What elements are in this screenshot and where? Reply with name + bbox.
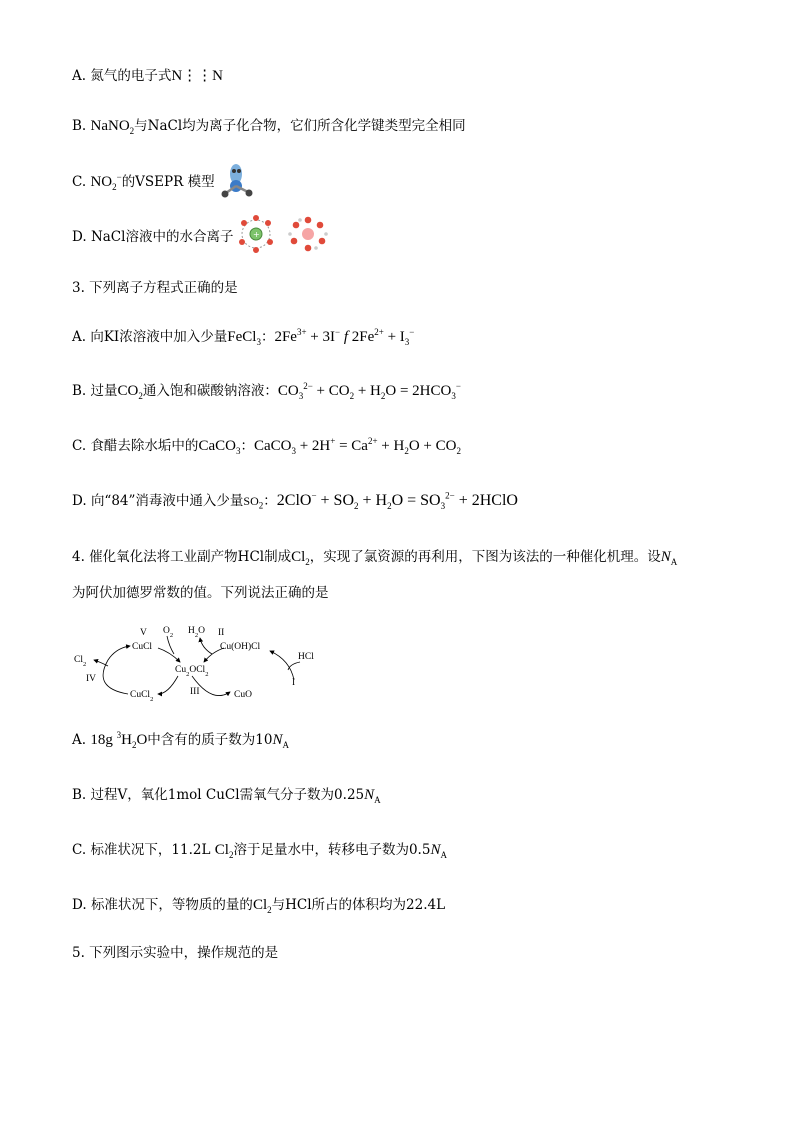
- formula-caco3: [198, 438, 240, 454]
- formula-nano2: [91, 118, 135, 134]
- na-main: N: [272, 732, 283, 748]
- eq-part: + SO: [316, 492, 354, 509]
- reagent-hcl: HCl: [298, 652, 314, 662]
- eq-part: CaCO: [253, 438, 292, 454]
- reagent-sub: 2: [169, 631, 174, 639]
- eq-sup: 2−: [445, 490, 455, 501]
- formula-co2: [118, 383, 143, 399]
- formula-sub: 3: [235, 446, 241, 456]
- species-sub: 2: [205, 670, 209, 678]
- reagent-o2: [163, 626, 173, 639]
- formula-cl2: [253, 897, 272, 913]
- formula-sub: 2: [138, 391, 143, 401]
- formula-main: O: [136, 732, 148, 748]
- eq-sup: 2+: [374, 327, 384, 337]
- reagent-sub: 2: [194, 631, 199, 639]
- option-4c: [72, 840, 447, 860]
- option-label: B.: [72, 383, 91, 399]
- species-sub: 2: [186, 670, 190, 678]
- option-label: B.: [72, 787, 91, 803]
- arrow-h2o-out: [200, 638, 212, 654]
- na-main: N: [660, 549, 671, 565]
- formula-sub: 2: [228, 850, 234, 860]
- colon: ：: [240, 438, 254, 454]
- eq-sup: −: [335, 327, 341, 337]
- species-cuo: CuO: [234, 690, 252, 700]
- eq-sub: 3: [291, 446, 296, 456]
- eq-part: + H: [354, 383, 381, 399]
- question-text: ，实现了氯资源的再利用，下图为该法的一种催化机理。设: [309, 549, 661, 565]
- eq-sup: −: [455, 381, 461, 391]
- avogadro-symbol: [272, 732, 289, 748]
- option-text: 标准状况下，11.2L: [90, 842, 215, 858]
- vsepr-model-image: [218, 160, 264, 200]
- formula-main: H: [121, 732, 132, 748]
- formula-fecl3: [227, 329, 261, 345]
- step-ii: II: [218, 628, 225, 638]
- formula-main: Cl: [291, 549, 306, 565]
- formula-sub: 2: [112, 182, 117, 192]
- eq-sub: 2: [380, 391, 386, 401]
- option-label: D.: [72, 897, 91, 913]
- eq-part: + 2H: [295, 438, 331, 454]
- eq-part: + 2HClO: [454, 492, 518, 509]
- formula-main: CO: [117, 383, 139, 399]
- step-iii: III: [190, 687, 200, 697]
- option-label: C.: [72, 842, 91, 858]
- arrow-i: [270, 651, 294, 680]
- option-1a: [72, 66, 223, 86]
- option-4b: [72, 785, 381, 805]
- arrow-to-cucl2: [158, 676, 178, 694]
- option-text: NaCl溶液中的水合离子: [90, 229, 234, 245]
- species-part: OCl: [189, 665, 206, 675]
- na-sub: A: [282, 740, 289, 750]
- eq-part: + I: [383, 329, 405, 345]
- eq-sup: −: [409, 327, 415, 337]
- question-text: 5. 下列图示实验中，操作规范的是: [72, 945, 279, 961]
- eq-sub: 2: [456, 446, 461, 456]
- question-text: 4. 催化氧化法将工业副产物HCl制成: [72, 549, 292, 565]
- formula-sub: 3: [256, 337, 261, 347]
- formula-cl2: [215, 842, 234, 858]
- option-1d: [72, 227, 233, 247]
- colon: ：: [263, 493, 277, 509]
- catalytic-cycle-diagram: [72, 618, 332, 702]
- eq-sup: +: [330, 436, 336, 446]
- species-part: Cu: [175, 665, 187, 675]
- na-main: N: [430, 842, 441, 858]
- option-3a: [72, 327, 414, 347]
- formula-cl2: [291, 549, 310, 565]
- formula-main: Cl: [252, 897, 268, 913]
- option-4d: [72, 895, 445, 915]
- eq-part: + 3I: [306, 329, 335, 345]
- eq-part: = Ca: [335, 438, 368, 454]
- eq-sup: 2+: [367, 436, 378, 446]
- option-label: C.: [72, 174, 91, 190]
- formula-main: CaCO: [198, 438, 236, 454]
- formula-sub: 2: [131, 740, 137, 750]
- option-text: 通入饱和碳酸钠溶液：: [142, 383, 278, 399]
- equation: [276, 490, 518, 512]
- question-5: [72, 943, 278, 963]
- hydrated-ions-image: [236, 214, 332, 254]
- question-4-line2: [72, 583, 329, 603]
- na-main: N: [364, 787, 375, 803]
- option-label: B.: [72, 118, 91, 134]
- arrow-iv: [103, 646, 130, 694]
- reagent-part: O: [198, 626, 205, 636]
- option-text: 18g: [90, 732, 117, 748]
- eq-sub: 2: [387, 501, 392, 512]
- option-4a: [72, 730, 289, 750]
- eq-sup: 3+: [296, 327, 307, 337]
- option-label: C.: [72, 438, 91, 454]
- arrow-o2-in: [167, 636, 174, 654]
- reagent-part: H: [188, 626, 195, 636]
- formula-no2: [90, 174, 121, 190]
- question-4-line1: [72, 547, 677, 567]
- equation: [254, 438, 461, 454]
- option-3c: [72, 436, 461, 456]
- na-sub: A: [374, 795, 381, 805]
- formula-sub: 2: [305, 557, 310, 567]
- formula-sub: 2: [258, 500, 264, 511]
- option-label: D.: [72, 493, 91, 509]
- na-sub: A: [670, 557, 678, 567]
- option-text: 向“84”消毒液中通入少量: [90, 493, 244, 509]
- option-text: 中含有的质子数为10: [147, 732, 273, 748]
- option-text: 与NaCl均为离子化合物，它们所含化学键类型完全相同: [134, 118, 466, 134]
- eq-part: 2Fe: [274, 329, 297, 345]
- avogadro-symbol: [430, 842, 447, 858]
- formula-so2: [243, 494, 264, 511]
- reagent-cl2: [74, 655, 86, 668]
- na-sub: A: [440, 850, 447, 860]
- option-text: 向KI浓溶液中加入少量: [90, 329, 228, 345]
- option-label: A.: [72, 329, 91, 345]
- option-text: 过量: [90, 383, 118, 399]
- step-iv: IV: [86, 674, 97, 684]
- eq-part: 2ClO: [276, 492, 312, 509]
- eq-part: O + CO: [408, 438, 457, 454]
- eq-sub: 3: [451, 391, 456, 401]
- option-text: 标准状况下，等物质的量的: [90, 897, 253, 913]
- reagent-part: O: [163, 626, 170, 636]
- option-label: D.: [72, 229, 91, 245]
- option-text: 食醋去除水垢中的: [90, 438, 199, 454]
- colon: ：: [260, 329, 275, 345]
- arrow-cl2-out: [94, 660, 108, 666]
- avogadro-symbol: [661, 549, 678, 565]
- formula-sup: −: [116, 172, 122, 182]
- eq-arrow: f: [340, 329, 352, 345]
- reagent-part: Cl: [74, 655, 83, 665]
- eq-part: O = SO: [391, 492, 441, 509]
- option-text: 的VSEPR 模型: [121, 174, 215, 190]
- electron-formula: N⋮⋮N: [171, 68, 224, 84]
- eq-sub: 2: [349, 391, 355, 401]
- species-cucl: CuCl: [132, 642, 153, 652]
- formula-main: NaNO: [90, 118, 130, 134]
- eq-sup: 2−: [303, 381, 313, 391]
- equation: [278, 383, 461, 399]
- reagent-sub: 2: [82, 660, 87, 668]
- step-v: V: [140, 628, 147, 638]
- eq-sub: 3: [440, 501, 446, 512]
- eq-sub: 2: [404, 446, 409, 456]
- option-text: 溶于足量水中，转移电子数为0.5: [233, 842, 431, 858]
- species-cucl2: [130, 690, 153, 702]
- svg-text:+: +: [253, 230, 260, 239]
- eq-part: 2Fe: [351, 329, 375, 345]
- formula-main: Cl: [214, 842, 229, 858]
- step-i: I: [292, 678, 296, 688]
- question-3: [72, 278, 238, 298]
- formula-water: [117, 732, 148, 748]
- eq-part: + CO: [312, 383, 350, 399]
- question-text: 3. 下列离子方程式正确的是: [72, 280, 238, 296]
- eq-sup: −: [311, 490, 317, 501]
- eq-part: O = 2HCO: [385, 383, 452, 399]
- option-label: A.: [72, 68, 91, 84]
- formula-main: NO: [90, 174, 113, 190]
- eq-part: + H: [377, 438, 405, 454]
- reagent-h2o: [188, 626, 205, 639]
- arrow-v: [158, 648, 180, 662]
- option-text: 氮气的电子式: [90, 68, 172, 84]
- option-text: 过程Ⅴ，氧化1mol CuCl需氧气分子数为0.25: [90, 787, 365, 803]
- option-3d: [72, 491, 518, 511]
- species-cu2ocl2: [175, 665, 208, 678]
- eq-sub: 2: [354, 501, 359, 512]
- question-text: 为阿伏加德罗常数的值。下列说法正确的是: [72, 585, 329, 601]
- isotope-sup: 3: [116, 730, 122, 740]
- eq-sub: 3: [298, 391, 304, 401]
- option-3b: [72, 381, 461, 401]
- formula-sub: 2: [129, 126, 135, 136]
- option-1b: [72, 116, 466, 136]
- formula-main: FeCl: [227, 329, 257, 345]
- option-label: A.: [72, 732, 91, 748]
- species-cuohcl: Cu(OH)Cl: [220, 642, 261, 652]
- avogadro-symbol: [364, 787, 381, 803]
- eq-part: + H: [358, 492, 388, 509]
- formula-main: SO: [243, 494, 259, 508]
- option-text: 与HCl所占的体积均为22.4L: [271, 897, 446, 913]
- equation: [274, 329, 414, 345]
- species-part: CuCl: [130, 690, 151, 700]
- species-sub: 2: [150, 695, 154, 702]
- eq-part: CO: [277, 383, 299, 399]
- formula-sub: 2: [267, 905, 272, 915]
- eq-sub: 3: [404, 337, 410, 347]
- option-1c: [72, 172, 215, 192]
